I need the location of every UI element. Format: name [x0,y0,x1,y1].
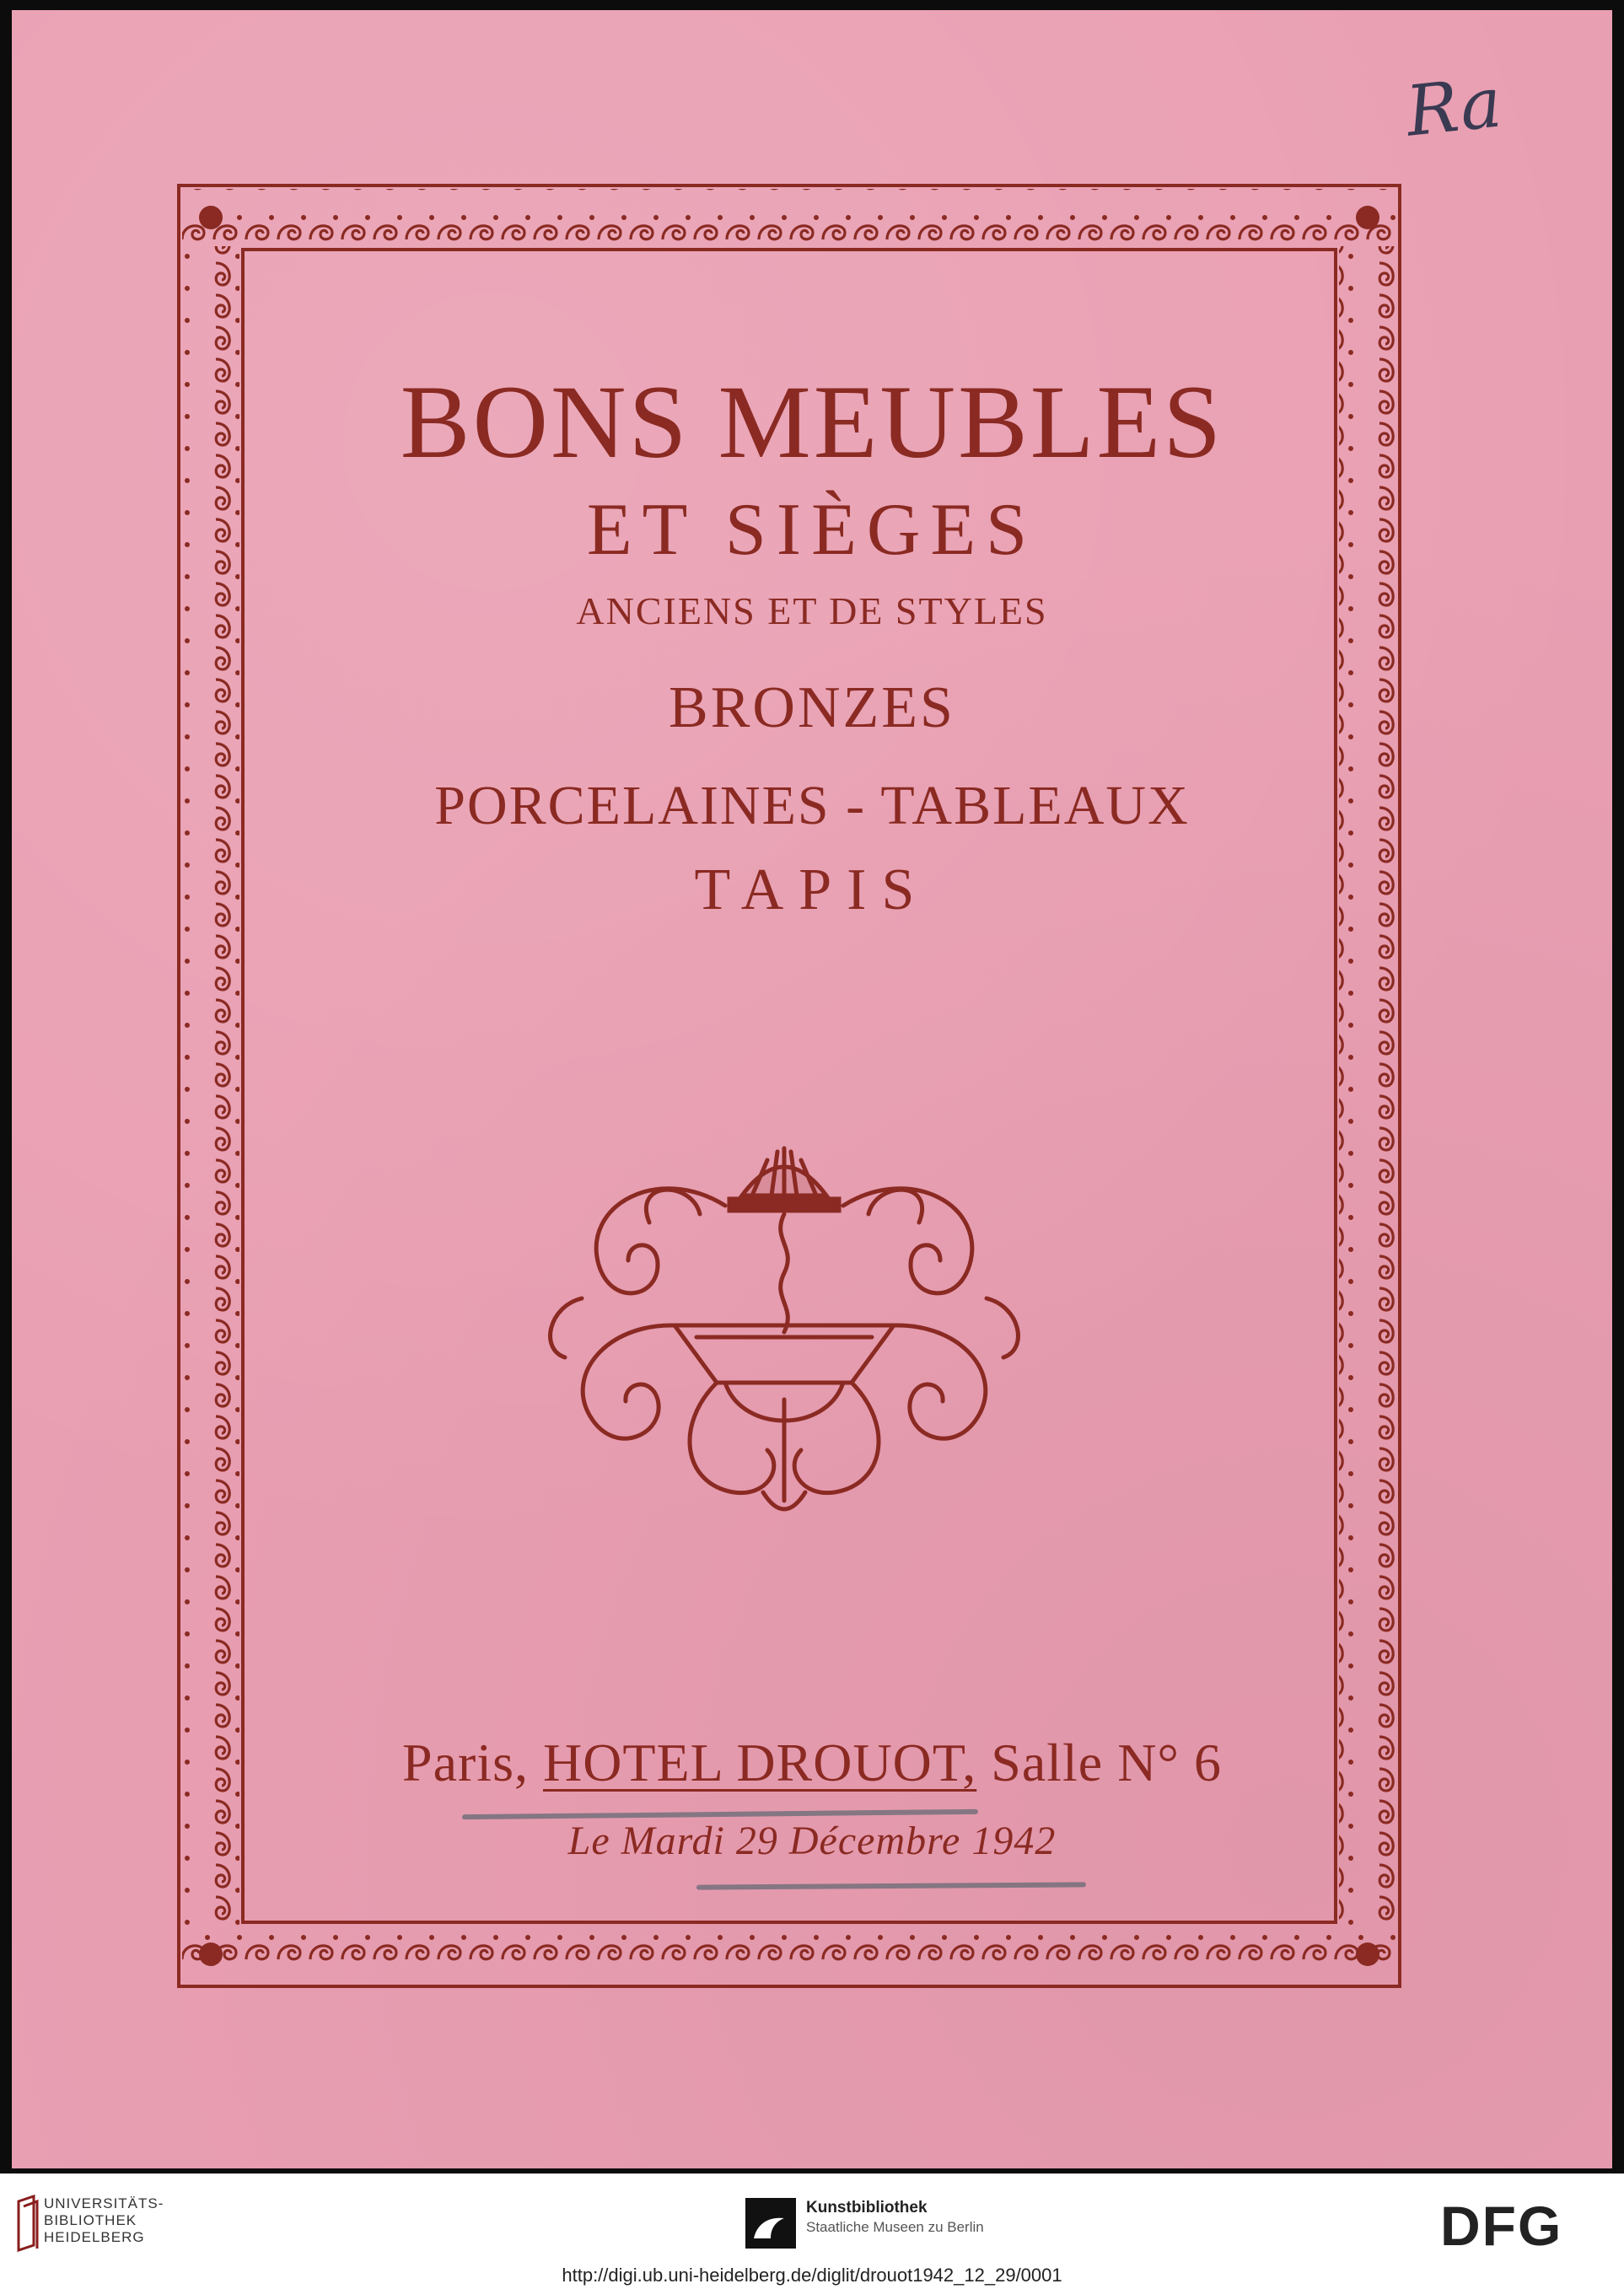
title-line-2: ET SIÈGES [586,489,1038,571]
partner-institution [806,2199,984,2236]
venue-city: Paris, [401,1733,529,1792]
permalink[interactable]: http://digi.ub.uni-heidelberg.de/diglit/drouot1942_12_29/0001 [562,2265,1062,2286]
title-line-5: PORCELAINES - TABLEAUX [434,775,1190,836]
title-line-3: ANCIENS ET DE STYLES [576,589,1048,632]
institution-name: UNIVERSITÄTS- BIBLIOTHEK HEIDELBERG [44,2195,164,2245]
central-cartouche-ornament [531,1130,1037,1534]
partner-name: Kunstbibliothek [806,2199,928,2216]
partner-subtitle: Staatliche Museen zu Berlin [806,2219,984,2235]
museum-logo-icon [745,2198,796,2249]
library-logo-icon [15,2195,40,2254]
sale-venue [0,1732,1624,1794]
handwritten-mark: Ra [1402,62,1506,153]
title-line-6: TAPIS [694,857,930,922]
venue-name: HOTEL DROUOT, [542,1733,977,1792]
funder-logo: DFG [1440,2195,1563,2257]
venue-room: Salle N° 6 [991,1733,1223,1792]
sale-date: Le Mardi 29 Décembre 1942 [567,1819,1057,1863]
title-line-1: BONS MEUBLES [400,364,1224,480]
title-line-4: BRONZES [669,675,955,740]
